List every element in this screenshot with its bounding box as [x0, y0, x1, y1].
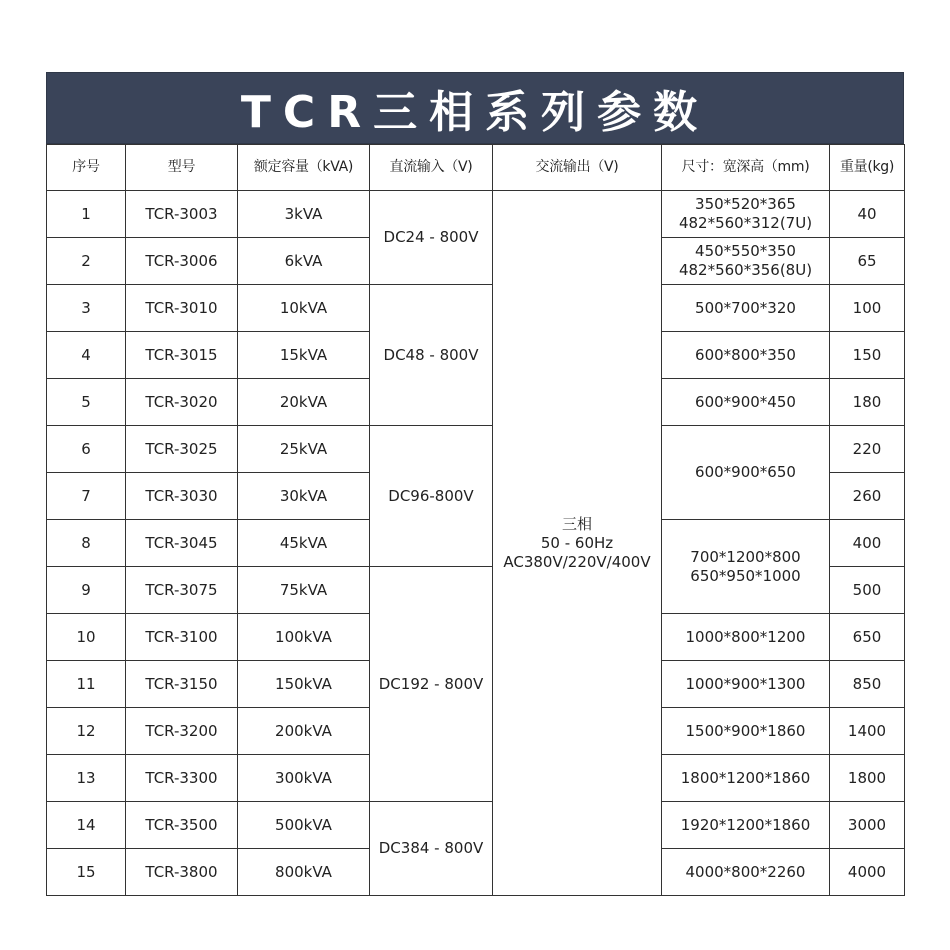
cell-model: TCR-3015 — [126, 332, 238, 379]
cell-weight: 3000 — [830, 802, 905, 849]
cell-dimensions: 450*550*350 482*560*356(8U) — [662, 238, 830, 285]
cell-capacity: 15kVA — [238, 332, 370, 379]
cell-model: TCR-3075 — [126, 567, 238, 614]
table-row — [47, 191, 905, 238]
cell-dimensions: 1500*900*1860 — [662, 708, 830, 755]
cell-no: 6 — [47, 426, 126, 473]
cell-capacity: 10kVA — [238, 285, 370, 332]
cell-dimensions: 700*1200*800 650*950*1000 — [662, 520, 830, 614]
cell-model: TCR-3006 — [126, 238, 238, 285]
cell-dc-input: DC48 - 800V — [370, 285, 493, 426]
cell-model: TCR-3045 — [126, 520, 238, 567]
cell-capacity: 150kVA — [238, 661, 370, 708]
cell-model: TCR-3300 — [126, 755, 238, 802]
cell-dimensions: 1000*900*1300 — [662, 661, 830, 708]
cell-dimensions: 500*700*320 — [662, 285, 830, 332]
cell-dimensions: 1800*1200*1860 — [662, 755, 830, 802]
table-header-row — [47, 145, 905, 191]
cell-ac-output: 三相 50 - 60Hz AC380V/220V/400V — [493, 191, 662, 896]
cell-weight: 650 — [830, 614, 905, 661]
header-no: 序号 — [47, 145, 126, 191]
cell-dimensions: 600*900*650 — [662, 426, 830, 520]
cell-weight: 1400 — [830, 708, 905, 755]
cell-capacity: 3kVA — [238, 191, 370, 238]
cell-dc-input: DC24 - 800V — [370, 191, 493, 285]
cell-weight: 65 — [830, 238, 905, 285]
cell-dc-input: DC192 - 800V — [370, 567, 493, 802]
spec-sheet — [46, 72, 904, 896]
cell-weight: 1800 — [830, 755, 905, 802]
cell-dimensions: 4000*800*2260 — [662, 849, 830, 896]
cell-model: TCR-3800 — [126, 849, 238, 896]
cell-no: 13 — [47, 755, 126, 802]
cell-capacity: 800kVA — [238, 849, 370, 896]
cell-dc-input: DC384 - 800V — [370, 802, 493, 896]
cell-no: 9 — [47, 567, 126, 614]
cell-model: TCR-3020 — [126, 379, 238, 426]
cell-dimensions: 350*520*365 482*560*312(7U) — [662, 191, 830, 238]
cell-no: 5 — [47, 379, 126, 426]
cell-capacity: 20kVA — [238, 379, 370, 426]
cell-capacity: 75kVA — [238, 567, 370, 614]
cell-no: 1 — [47, 191, 126, 238]
cell-model: TCR-3100 — [126, 614, 238, 661]
cell-capacity: 6kVA — [238, 238, 370, 285]
header-ac-output: 交流输出（V) — [493, 145, 662, 191]
cell-model: TCR-3500 — [126, 802, 238, 849]
cell-capacity: 300kVA — [238, 755, 370, 802]
cell-no: 4 — [47, 332, 126, 379]
header-weight: 重量(kg) — [830, 145, 905, 191]
cell-model: TCR-3030 — [126, 473, 238, 520]
header-capacity: 额定容量（kVA) — [238, 145, 370, 191]
cell-weight: 400 — [830, 520, 905, 567]
cell-capacity: 100kVA — [238, 614, 370, 661]
cell-dimensions: 600*900*450 — [662, 379, 830, 426]
cell-capacity: 30kVA — [238, 473, 370, 520]
cell-no: 11 — [47, 661, 126, 708]
cell-dc-input: DC96-800V — [370, 426, 493, 567]
table-row — [47, 426, 905, 473]
page-title: TCR三相系列参数 — [46, 72, 904, 144]
cell-no: 2 — [47, 238, 126, 285]
cell-no: 10 — [47, 614, 126, 661]
cell-no: 3 — [47, 285, 126, 332]
cell-dimensions: 1920*1200*1860 — [662, 802, 830, 849]
cell-no: 14 — [47, 802, 126, 849]
cell-weight: 150 — [830, 332, 905, 379]
cell-no: 8 — [47, 520, 126, 567]
cell-weight: 260 — [830, 473, 905, 520]
cell-weight: 100 — [830, 285, 905, 332]
cell-weight: 40 — [830, 191, 905, 238]
cell-capacity: 500kVA — [238, 802, 370, 849]
cell-model: TCR-3025 — [126, 426, 238, 473]
cell-weight: 180 — [830, 379, 905, 426]
header-model: 型号 — [126, 145, 238, 191]
cell-capacity: 200kVA — [238, 708, 370, 755]
cell-capacity: 45kVA — [238, 520, 370, 567]
table-row — [47, 285, 905, 332]
table-row — [47, 802, 905, 849]
cell-model: TCR-3003 — [126, 191, 238, 238]
cell-no: 15 — [47, 849, 126, 896]
cell-weight: 4000 — [830, 849, 905, 896]
spec-table — [46, 144, 905, 896]
cell-dimensions: 1000*800*1200 — [662, 614, 830, 661]
header-dimensions: 尺寸：宽深高（mm) — [662, 145, 830, 191]
cell-weight: 500 — [830, 567, 905, 614]
cell-dimensions: 600*800*350 — [662, 332, 830, 379]
cell-model: TCR-3150 — [126, 661, 238, 708]
cell-weight: 850 — [830, 661, 905, 708]
cell-capacity: 25kVA — [238, 426, 370, 473]
cell-model: TCR-3200 — [126, 708, 238, 755]
cell-no: 7 — [47, 473, 126, 520]
cell-model: TCR-3010 — [126, 285, 238, 332]
header-dc-input: 直流输入（V) — [370, 145, 493, 191]
cell-weight: 220 — [830, 426, 905, 473]
cell-no: 12 — [47, 708, 126, 755]
